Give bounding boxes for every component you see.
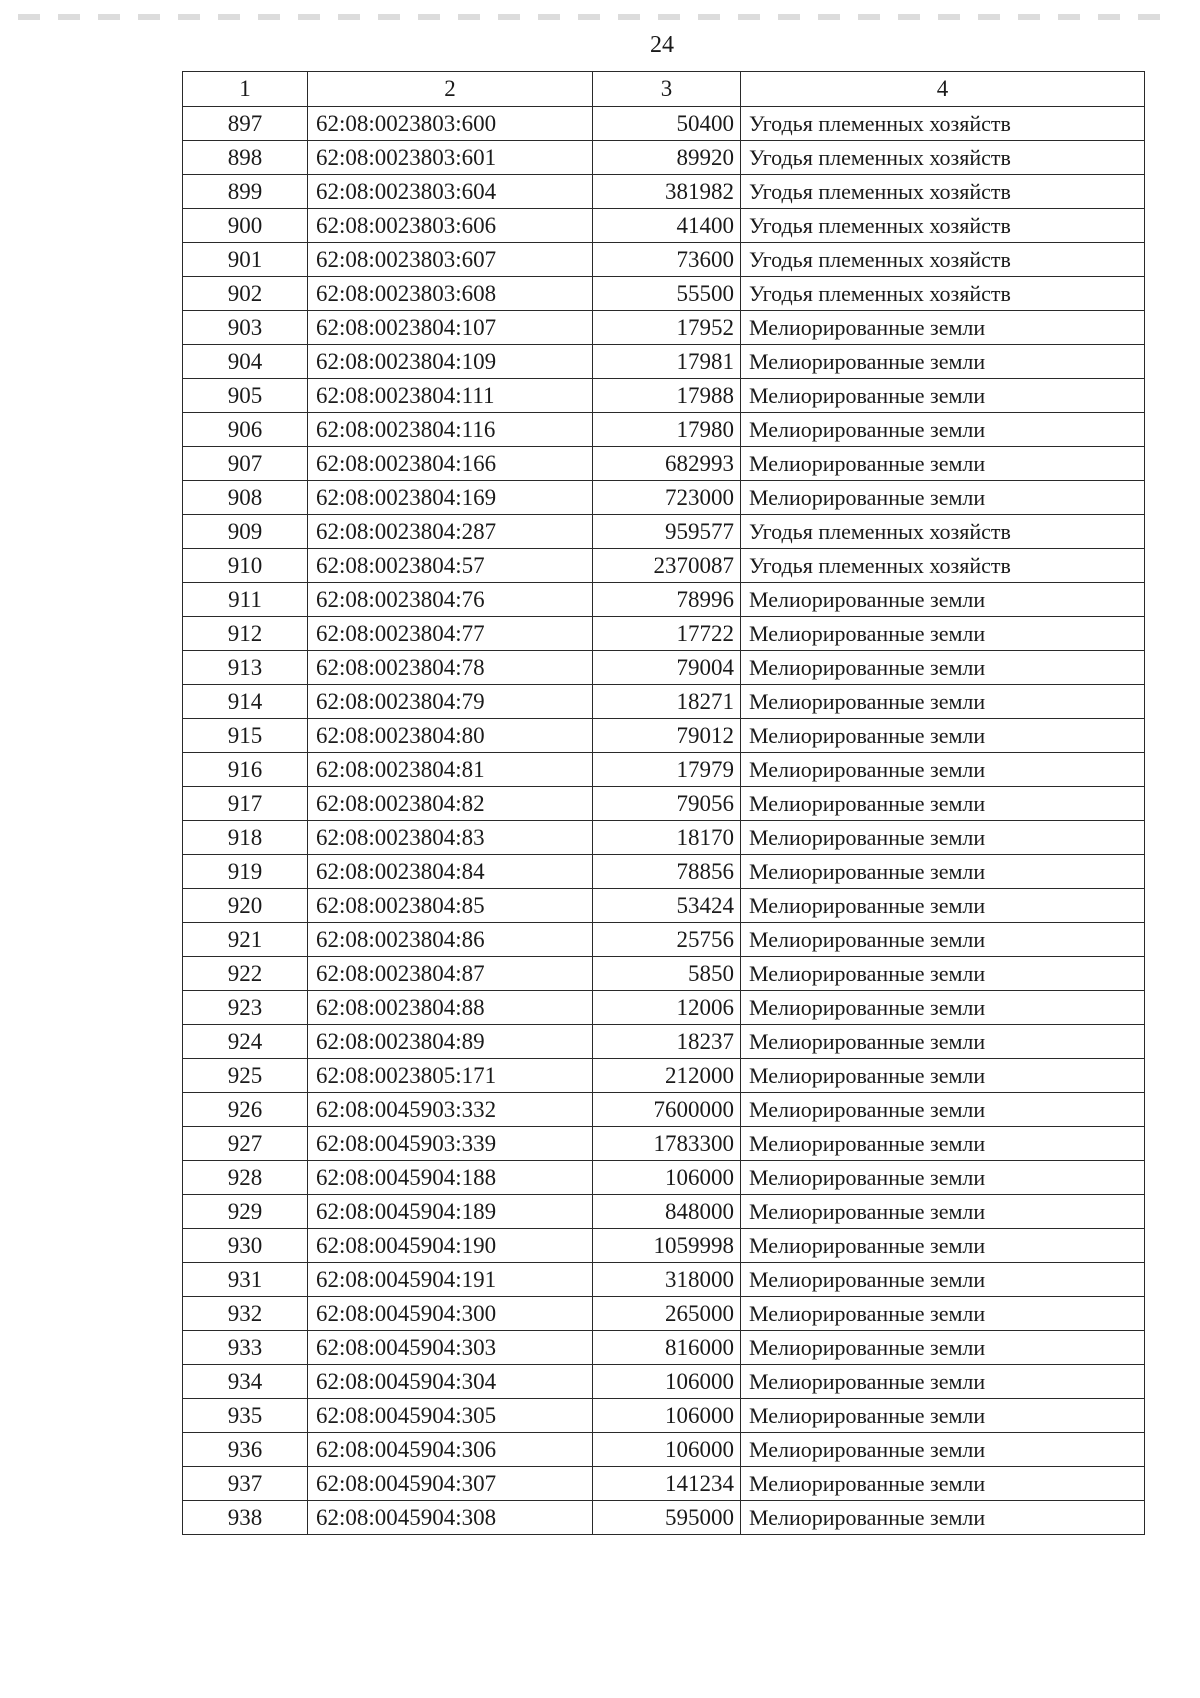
land-category-cell: Мелиорированные земли [741,685,1145,719]
area-cell: 79004 [593,651,741,685]
cadastral-number-cell: 62:08:0023804:88 [308,991,593,1025]
cadastral-number-cell: 62:08:0023803:607 [308,243,593,277]
land-category-cell: Мелиорированные земли [741,1263,1145,1297]
land-category-cell: Мелиорированные земли [741,821,1145,855]
land-category-cell: Угодья племенных хозяйств [741,277,1145,311]
table-row [183,481,1145,515]
table-row [183,719,1145,753]
land-category-cell: Мелиорированные земли [741,379,1145,413]
row-number-cell: 931 [183,1263,308,1297]
area-cell: 50400 [593,107,741,141]
cadastral-number-cell: 62:08:0023804:87 [308,957,593,991]
land-category-cell: Мелиорированные земли [741,1161,1145,1195]
cadastral-number-cell: 62:08:0023804:111 [308,379,593,413]
row-number-cell: 899 [183,175,308,209]
area-cell: 53424 [593,889,741,923]
table-row [183,957,1145,991]
table-row [183,821,1145,855]
table-row [183,379,1145,413]
area-cell: 17722 [593,617,741,651]
land-category-cell: Мелиорированные земли [741,651,1145,685]
table-row [183,515,1145,549]
table-row [183,1399,1145,1433]
row-number-cell: 936 [183,1433,308,1467]
area-cell: 1783300 [593,1127,741,1161]
row-number-cell: 898 [183,141,308,175]
cadastral-number-cell: 62:08:0023804:169 [308,481,593,515]
land-category-cell: Мелиорированные земли [741,1331,1145,1365]
area-cell: 2370087 [593,549,741,583]
land-category-cell: Угодья племенных хозяйств [741,515,1145,549]
land-category-cell: Угодья племенных хозяйств [741,549,1145,583]
land-category-cell: Мелиорированные земли [741,991,1145,1025]
cadastral-number-cell: 62:08:0023803:601 [308,141,593,175]
area-cell: 12006 [593,991,741,1025]
land-category-cell: Мелиорированные земли [741,1093,1145,1127]
area-cell: 212000 [593,1059,741,1093]
table-row [183,1297,1145,1331]
table-row [183,209,1145,243]
row-number-cell: 935 [183,1399,308,1433]
table-row [183,413,1145,447]
area-cell: 848000 [593,1195,741,1229]
table-row [183,685,1145,719]
row-number-cell: 901 [183,243,308,277]
table-row [183,787,1145,821]
table-row [183,1025,1145,1059]
area-cell: 106000 [593,1433,741,1467]
area-cell: 25756 [593,923,741,957]
table-row [183,1195,1145,1229]
cadastral-number-cell: 62:08:0023804:107 [308,311,593,345]
land-category-cell: Мелиорированные земли [741,1297,1145,1331]
row-number-cell: 938 [183,1501,308,1535]
land-category-cell: Мелиорированные земли [741,583,1145,617]
cadastral-number-cell: 62:08:0023803:600 [308,107,593,141]
land-category-cell: Мелиорированные земли [741,1365,1145,1399]
table-row [183,1365,1145,1399]
area-cell: 18237 [593,1025,741,1059]
row-number-cell: 921 [183,923,308,957]
cadastral-number-cell: 62:08:0045904:305 [308,1399,593,1433]
row-number-cell: 914 [183,685,308,719]
column-header-2: 2 [308,72,593,107]
land-category-cell: Мелиорированные земли [741,753,1145,787]
land-category-cell: Угодья племенных хозяйств [741,209,1145,243]
cadastral-number-cell: 62:08:0023804:82 [308,787,593,821]
cadastral-number-cell: 62:08:0023803:608 [308,277,593,311]
row-number-cell: 929 [183,1195,308,1229]
table-body [183,107,1145,1535]
area-cell: 723000 [593,481,741,515]
table-row [183,277,1145,311]
area-cell: 17979 [593,753,741,787]
land-category-cell: Угодья племенных хозяйств [741,243,1145,277]
land-plot-table [182,71,1145,1535]
land-category-cell: Мелиорированные земли [741,311,1145,345]
land-category-cell: Мелиорированные земли [741,923,1145,957]
row-number-cell: 917 [183,787,308,821]
area-cell: 17981 [593,345,741,379]
table-row [183,651,1145,685]
table-row [183,583,1145,617]
cadastral-number-cell: 62:08:0023804:79 [308,685,593,719]
cadastral-number-cell: 62:08:0023804:116 [308,413,593,447]
cadastral-number-cell: 62:08:0023804:85 [308,889,593,923]
table-row [183,1501,1145,1535]
area-cell: 141234 [593,1467,741,1501]
table-row [183,889,1145,923]
row-number-cell: 911 [183,583,308,617]
area-cell: 318000 [593,1263,741,1297]
row-number-cell: 913 [183,651,308,685]
row-number-cell: 934 [183,1365,308,1399]
area-cell: 1059998 [593,1229,741,1263]
row-number-cell: 897 [183,107,308,141]
area-cell: 17980 [593,413,741,447]
area-cell: 41400 [593,209,741,243]
table-row [183,1127,1145,1161]
land-category-cell: Мелиорированные земли [741,1195,1145,1229]
land-category-cell: Мелиорированные земли [741,719,1145,753]
column-header-3: 3 [593,72,741,107]
table-row [183,753,1145,787]
cadastral-number-cell: 62:08:0045904:308 [308,1501,593,1535]
area-cell: 17952 [593,311,741,345]
cadastral-number-cell: 62:08:0023804:84 [308,855,593,889]
cadastral-number-cell: 62:08:0023805:171 [308,1059,593,1093]
row-number-cell: 919 [183,855,308,889]
area-cell: 18271 [593,685,741,719]
cadastral-number-cell: 62:08:0023804:57 [308,549,593,583]
cadastral-number-cell: 62:08:0023804:109 [308,345,593,379]
row-number-cell: 926 [183,1093,308,1127]
row-number-cell: 925 [183,1059,308,1093]
table-header-row [183,72,1145,107]
land-category-cell: Мелиорированные земли [741,855,1145,889]
table-row [183,311,1145,345]
cadastral-number-cell: 62:08:0023804:77 [308,617,593,651]
area-cell: 89920 [593,141,741,175]
row-number-cell: 910 [183,549,308,583]
land-category-cell: Мелиорированные земли [741,481,1145,515]
area-cell: 816000 [593,1331,741,1365]
row-number-cell: 907 [183,447,308,481]
table-row [183,617,1145,651]
cadastral-number-cell: 62:08:0045904:306 [308,1433,593,1467]
area-cell: 7600000 [593,1093,741,1127]
scan-edge-artifact [18,14,1168,20]
cadastral-number-cell: 62:08:0023804:166 [308,447,593,481]
land-category-cell: Мелиорированные земли [741,889,1145,923]
row-number-cell: 930 [183,1229,308,1263]
table-row [183,1433,1145,1467]
table-row [183,855,1145,889]
area-cell: 73600 [593,243,741,277]
row-number-cell: 902 [183,277,308,311]
table-row [183,1093,1145,1127]
cadastral-number-cell: 62:08:0045903:339 [308,1127,593,1161]
row-number-cell: 920 [183,889,308,923]
area-cell: 106000 [593,1365,741,1399]
area-cell: 595000 [593,1501,741,1535]
cadastral-number-cell: 62:08:0023803:604 [308,175,593,209]
column-header-1: 1 [183,72,308,107]
cadastral-number-cell: 62:08:0023804:78 [308,651,593,685]
row-number-cell: 918 [183,821,308,855]
land-category-cell: Мелиорированные земли [741,1229,1145,1263]
row-number-cell: 906 [183,413,308,447]
cadastral-number-cell: 62:08:0045904:189 [308,1195,593,1229]
cadastral-number-cell: 62:08:0023803:606 [308,209,593,243]
land-category-cell: Мелиорированные земли [741,447,1145,481]
land-category-cell: Угодья племенных хозяйств [741,107,1145,141]
area-cell: 106000 [593,1161,741,1195]
land-category-cell: Мелиорированные земли [741,413,1145,447]
row-number-cell: 927 [183,1127,308,1161]
column-header-4: 4 [741,72,1145,107]
table-row [183,991,1145,1025]
land-category-cell: Мелиорированные земли [741,787,1145,821]
land-category-cell: Мелиорированные земли [741,1501,1145,1535]
area-cell: 106000 [593,1399,741,1433]
table-row [183,1229,1145,1263]
area-cell: 265000 [593,1297,741,1331]
cadastral-number-cell: 62:08:0045903:332 [308,1093,593,1127]
table-row [183,107,1145,141]
cadastral-number-cell: 62:08:0045904:191 [308,1263,593,1297]
area-cell: 17988 [593,379,741,413]
row-number-cell: 904 [183,345,308,379]
area-cell: 78996 [593,583,741,617]
cadastral-number-cell: 62:08:0045904:190 [308,1229,593,1263]
table-row [183,549,1145,583]
area-cell: 79012 [593,719,741,753]
cadastral-number-cell: 62:08:0023804:76 [308,583,593,617]
table-row [183,1059,1145,1093]
land-category-cell: Мелиорированные земли [741,1059,1145,1093]
table-row [183,923,1145,957]
area-cell: 78856 [593,855,741,889]
table-row [183,1331,1145,1365]
table-row [183,1263,1145,1297]
table-row [183,1161,1145,1195]
area-cell: 55500 [593,277,741,311]
page-number: 24 [650,32,674,58]
table-row [183,345,1145,379]
area-cell: 682993 [593,447,741,481]
area-cell: 18170 [593,821,741,855]
land-category-cell: Мелиорированные земли [741,345,1145,379]
row-number-cell: 903 [183,311,308,345]
cadastral-number-cell: 62:08:0023804:287 [308,515,593,549]
table-row [183,141,1145,175]
area-cell: 5850 [593,957,741,991]
row-number-cell: 905 [183,379,308,413]
row-number-cell: 915 [183,719,308,753]
land-category-cell: Мелиорированные земли [741,1467,1145,1501]
row-number-cell: 923 [183,991,308,1025]
land-category-cell: Мелиорированные земли [741,617,1145,651]
area-cell: 959577 [593,515,741,549]
cadastral-number-cell: 62:08:0023804:83 [308,821,593,855]
cadastral-number-cell: 62:08:0023804:86 [308,923,593,957]
land-category-cell: Мелиорированные земли [741,957,1145,991]
row-number-cell: 916 [183,753,308,787]
row-number-cell: 932 [183,1297,308,1331]
row-number-cell: 937 [183,1467,308,1501]
row-number-cell: 922 [183,957,308,991]
table-row [183,243,1145,277]
cadastral-number-cell: 62:08:0023804:81 [308,753,593,787]
row-number-cell: 912 [183,617,308,651]
row-number-cell: 909 [183,515,308,549]
row-number-cell: 908 [183,481,308,515]
land-category-cell: Угодья племенных хозяйств [741,141,1145,175]
cadastral-number-cell: 62:08:0045904:300 [308,1297,593,1331]
cadastral-number-cell: 62:08:0045904:307 [308,1467,593,1501]
row-number-cell: 924 [183,1025,308,1059]
land-category-cell: Мелиорированные земли [741,1399,1145,1433]
cadastral-number-cell: 62:08:0023804:80 [308,719,593,753]
cadastral-number-cell: 62:08:0023804:89 [308,1025,593,1059]
land-category-cell: Угодья племенных хозяйств [741,175,1145,209]
land-category-cell: Мелиорированные земли [741,1127,1145,1161]
row-number-cell: 933 [183,1331,308,1365]
table-row [183,447,1145,481]
table-row [183,175,1145,209]
table-row [183,1467,1145,1501]
row-number-cell: 928 [183,1161,308,1195]
area-cell: 381982 [593,175,741,209]
land-category-cell: Мелиорированные земли [741,1025,1145,1059]
cadastral-number-cell: 62:08:0045904:304 [308,1365,593,1399]
cadastral-number-cell: 62:08:0045904:303 [308,1331,593,1365]
cadastral-number-cell: 62:08:0045904:188 [308,1161,593,1195]
area-cell: 79056 [593,787,741,821]
land-category-cell: Мелиорированные земли [741,1433,1145,1467]
row-number-cell: 900 [183,209,308,243]
